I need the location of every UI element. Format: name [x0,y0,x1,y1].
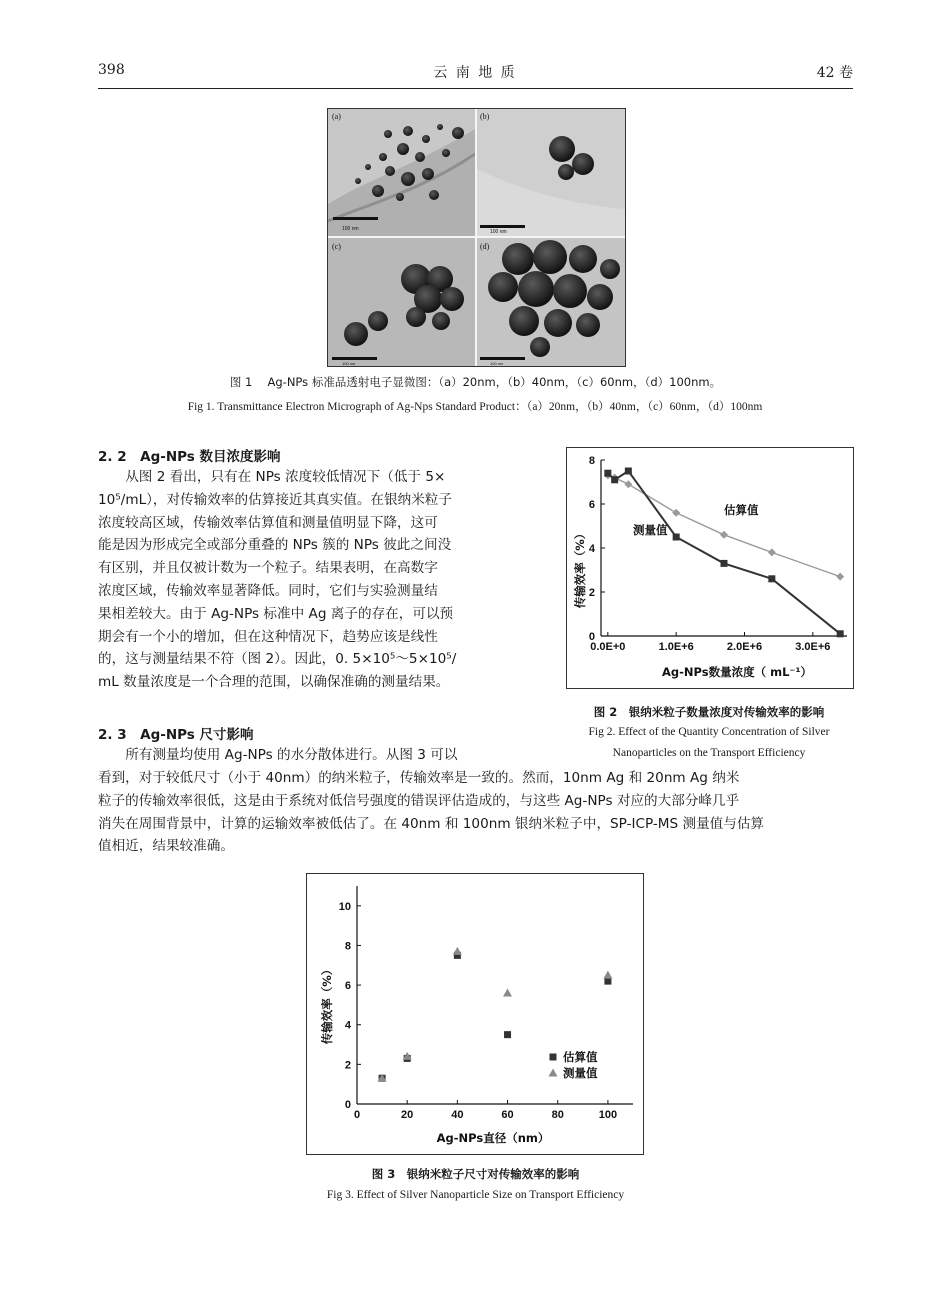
y-tick-label: 0 [344,1099,351,1111]
header-rule [98,88,853,89]
series-b-line [608,471,840,634]
legend-marker [549,1069,558,1077]
x-tick-label: 3.0E+6 [795,641,831,653]
x-tick-label: 0 [353,1109,361,1121]
x-tick-label: 100 [598,1109,618,1121]
section-2-3-body [98,767,853,858]
section-2-3-heading: 2. 3 Ag-NPs 尺寸影响 [98,727,254,743]
series-b-point [837,630,844,637]
scalebar-label-b: 100 nm [490,229,507,235]
legend-marker [550,1054,557,1061]
series-a-point [504,1031,511,1038]
series-b-point [673,534,680,541]
text-line: 有区别，并且仅被计数为一个粒子。结果表明，在高数字 [98,560,438,577]
panel-c [328,238,475,366]
text-line: 浓度区域，传输效率显著降低。同时，它们与实验测量结 [98,582,438,599]
series-a-point [720,531,728,539]
series-b-point [721,560,728,567]
scalebar-label-d: 100 nm [490,361,504,366]
text-line: 值相近，结果较准确。 [98,838,234,855]
text-line: 10⁵/mL），对传输效率的估算接近其真实值。在银纳米粒子 [98,491,452,508]
panel-label-a: (a) [332,112,341,121]
series-b-point [603,971,612,979]
x-tick-label: 2.0E+6 [726,641,763,653]
panel-label-d: (d) [480,242,490,251]
y-tick-label: 8 [588,455,595,467]
page-number: 398 [98,62,125,78]
y-tick-label: 4 [344,1019,351,1032]
text-line: 从图 2 看出，只有在 NPs 浓度较低情况下（低于 5× [125,469,446,485]
y-tick-label: 6 [588,499,595,511]
y-tick-label: 8 [344,940,351,953]
legend-label: 估算值 [563,1050,598,1064]
figure1-caption-en: Fig 1. Transmittance Electron Micrograph of Ag-Nps Standard Product：（a）20nm，（b）40nm，（c）60nm，（d）100nm [187,401,763,413]
y-tick-label: 0 [588,631,595,643]
y-tick-label: 2 [588,587,595,599]
series-b-point [604,470,611,477]
series-a-point [672,509,680,517]
figure1-micrographs [327,108,626,367]
panel-b [477,109,625,236]
x-tick-label: 80 [551,1109,564,1121]
section-2-3-first-line: 所有测量均使用 Ag-NPs 的水分散体进行。从图 3 可以 [125,747,458,763]
series-a-point [768,548,776,556]
series-b-point [453,947,462,955]
figure2-caption-en-line2: Nanoparticles on the Transport Efficiency [612,747,806,759]
series-b-point [503,989,512,997]
panel-label-c: (c) [332,242,341,251]
figure3-chart [306,873,644,1155]
figure2-caption-cn: 图 2 银纳米粒子数量浓度对传输效率的影响 [593,705,825,719]
y-tick-label: 6 [344,980,351,993]
x-tick-label: 40 [451,1109,464,1121]
fig2-annotation-measured: 测量值 [633,523,668,537]
series-a-point [624,480,632,488]
figure3-caption-cn: 图 3 银纳米粒子尺寸对传输效率的影响 [371,1167,580,1181]
y-tick-label: 10 [338,900,351,913]
text-line: 粒子的传输效率很低，这是由于系统对低信号强度的错误评估造成的，与这些 Ag-NPs 对应的大部分峰几乎 [98,792,740,809]
panel-label-b: (b) [480,112,490,121]
series-a-point [836,573,844,581]
text-line: 看到，对于较低尺寸（小于 40nm）的纳米粒子，传输效率是一致的。然而，10nm Ag 和 20nm Ag 纳米 [98,770,740,786]
panel-a [328,109,475,236]
legend-label: 测量值 [563,1066,598,1080]
series-b-point [625,468,632,475]
text-line: 能是因为形成完全或部分重叠的 NPs 簇的 NPs 彼此之间没 [98,537,452,554]
volume: 42 卷 [816,65,853,81]
journal-title: 云 南 地 质 [433,65,517,81]
text-line: 果相差较大。由于 Ag-NPs 标准中 Ag 离子的存在，可以预 [98,605,454,622]
fig2-xlabel: Ag-NPs数量浓度（ mL⁻¹） [661,665,813,679]
panel-d [477,238,625,366]
text-line: 消失在周围背景中，计算的运输效率被低估了。在 40nm 和 100nm 银纳米粒子中，SP-ICP-MS 测量值与估算 [98,815,765,832]
section-2-2-heading: 2. 2 Ag-NPs 数目浓度影响 [98,449,281,465]
x-tick-label: 60 [501,1109,514,1121]
figure3-caption-en: Fig 3. Effect of Silver Nanoparticle Size on Transport Efficiency [326,1189,625,1201]
figure2-caption-en-line1: Fig 2. Effect of the Quantity Concentration of Silver [588,726,830,738]
x-tick-label: 1.0E+6 [658,641,694,653]
x-tick-label: 0.0E+0 [590,641,626,653]
fig2-annotation-estimated: 估算值 [724,503,759,517]
text-line: mL 数量浓度是一个合理的范围，以确保准确的测量结果。 [98,674,450,691]
text-line: 期会有一个小的增加，但在这种情况下，趋势应该是线性 [98,628,438,645]
fig3-xlabel: Ag-NPs直径（nm） [436,1131,550,1145]
figure1-caption-cn: 图 1 Ag-NPs 标准品透射电子显微图：（a）20nm，（b）40nm，（c）60nm，（d）100nm。 [229,375,722,389]
series-b-point [611,476,618,483]
x-tick-label: 20 [401,1109,414,1121]
fig2-ylabel: 传输效率（%） [573,527,587,609]
text-line: 浓度较高区域，传输效率估算值和测量值明显下降，这可 [98,514,438,531]
scalebar-label-a: 100 nm [342,226,359,232]
figure2-chart [566,447,854,689]
series-b-point [768,575,775,582]
fig3-ylabel: 传输效率（%） [320,963,334,1045]
scalebar-label-c: 100 nm [342,361,356,366]
y-tick-label: 4 [588,543,595,555]
y-tick-label: 2 [344,1059,351,1072]
section-2-2-body [98,466,531,694]
text-line: 的，这与测量结果不符（图 2）。因此，0. 5×10⁵～5×10⁵/ [98,651,457,668]
